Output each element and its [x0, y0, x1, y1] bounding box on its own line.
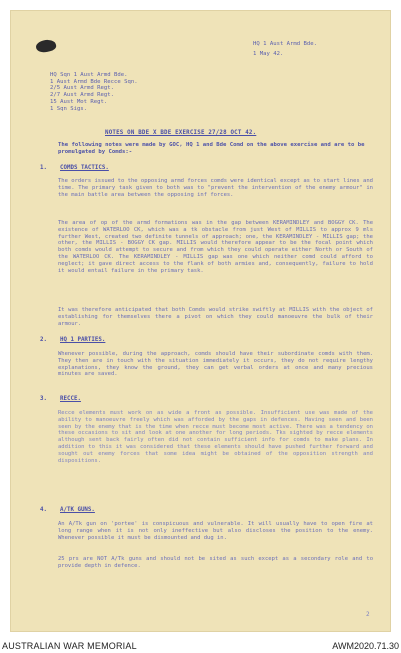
header-date: 1 May 42.: [253, 51, 284, 57]
distribution-list: [50, 72, 270, 112]
archive-reference: AWM2020.71.30: [332, 641, 399, 651]
section-number: 1.: [40, 165, 47, 171]
section-heading: [40, 337, 105, 343]
header-block: [253, 39, 383, 59]
distribution-item: HQ Sqn 1 Aust Armd Bde.: [50, 72, 128, 78]
archive-name: AUSTRALIAN WAR MEMORIAL: [2, 641, 137, 651]
section-paragraph: The area of op of the armd formations was in the gap between KERAMINDLEY and BOGGY CK. The existence of WATERLOO CK, which was a tk obstacle from just West of MILLIS to approx 9 mls further West, created two definite tunnels of approach; one, the KERAMINDLEY - MILLIS gap; the other, the MILLIS - BOGGY CK gap. MILLIS would therefore appear to be the focal point which both comds would attempt to secure and from which they could operate either North or South of the WATERLOO CK. The KERAMINDLEY - MILLIS gap was one which neither comd could afford to neglect; it gave direct access to the flank of both armies and, consequently, failure to hold it would entail failure in the primary task.: [58, 220, 373, 274]
section-paragraph: An A/Tk gun on 'portee' is conspicuous and vulnerable. It will usually have to open fire at long range when it is not only ineffective but also discloses the position to the enemy. Whenever possible it must be dismounted and dug in.: [58, 521, 373, 541]
distribution-item: 2/7 Aust Armd Regt.: [50, 92, 114, 99]
header-unit: HQ 1 Aust Armd Bde.: [253, 41, 317, 47]
archive-footer: [0, 639, 401, 653]
section-heading: [40, 396, 81, 402]
distribution-item: 2/5 Aust Armd Regt.: [50, 85, 114, 92]
distribution-item: 1 Aust Armd Bde Recce Sqn.: [50, 78, 138, 85]
punch-hole: [35, 38, 57, 54]
section-heading: [40, 507, 95, 513]
section-title: RECCE.: [60, 396, 81, 402]
section-paragraph: Recce elements must work on as wide a front as possible. Insufficient use was made of the ability to manoeuvre freely which was afforded by the gaps in defences. Having seen and been seen by the enemy that is the time when recce must become most active. There was a tendency on these occasions to sit and look at one another for long periods. Tks sighted by recce elements although sent back fairly often did not contain sufficient info for comds to make plans. In addition to this it was considered that these elements should have pushed further forward and sought out enemy forces that some idea might be obtained of the opposition strength and dispositions.: [58, 410, 373, 464]
section-paragraph: The orders issued to the opposing armd forces comds were identical except as to start lines and time. The primary task given to both was to "prevent the intervention of the enemy armour" in the main battle area between the opposing inf forces.: [58, 178, 373, 198]
section-title: COMDS TACTICS.: [60, 165, 109, 171]
distribution-item: 15 Aust Mot Regt.: [50, 98, 108, 105]
section-paragraph: 25 prs are NOT A/Tk guns and should not be sited as such except as a secondary role and to provide depth in defence.: [58, 556, 373, 569]
section-heading: [40, 165, 109, 171]
section-number: 4.: [40, 507, 47, 513]
page-number: 2: [366, 611, 370, 618]
section-number: 2.: [40, 337, 47, 343]
intro-paragraph: The following notes were made by GOC, HQ 1 and Bde Comd on the above exercise and are to be promulgated by Comds:-: [58, 142, 365, 155]
document-page: [10, 10, 391, 632]
document-title: NOTES ON BDE X BDE EXERCISE 27/28 OCT 42.: [105, 130, 257, 136]
section-number: 3.: [40, 396, 47, 402]
section-paragraph: It was therefore anticipated that both Comds would strike swiftly at MILLIS with the object of establishing for themselves there a pivot on which they could manoeuvre the bulk of their armour.: [58, 307, 373, 327]
section-paragraph: Whenever possible, during the approach, comds should have their subordinate comds with them. They then are in touch with the situation immediately it occurs, they do not require lengthy explanations, they know the ground, they can get verbal orders at once and many precious minutes are saved.: [58, 351, 373, 378]
section-title: A/TK GUNS.: [60, 507, 95, 513]
distribution-item: 1 Sqn Sigs.: [50, 105, 88, 112]
section-title: HQ 1 PARTIES.: [60, 337, 106, 343]
